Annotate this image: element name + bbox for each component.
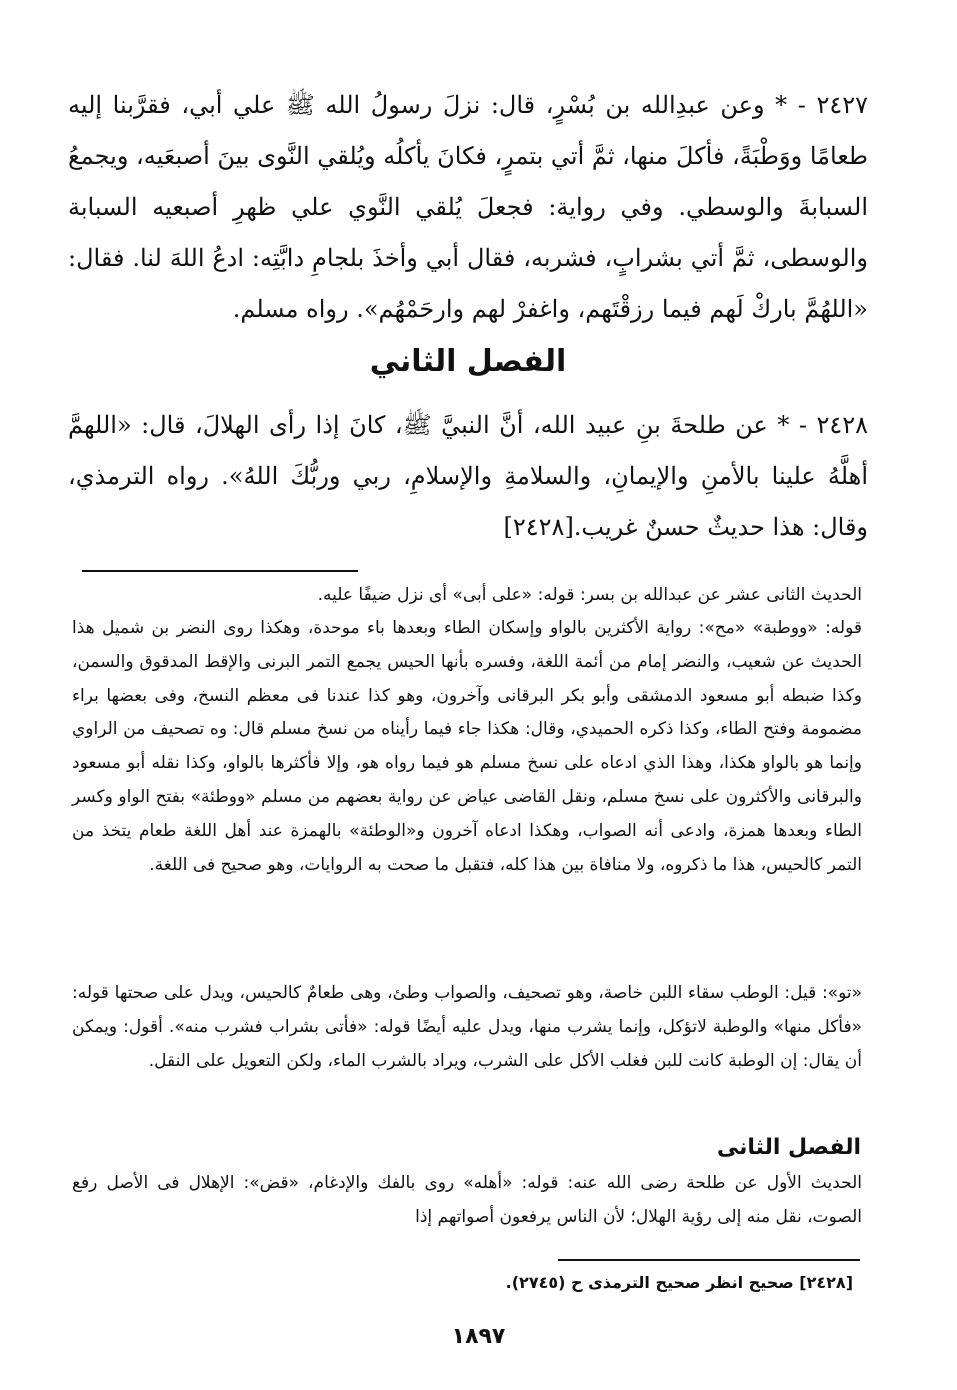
commentary-paragraph-3: «تو»: قيل: الوطب سقاء اللبن خاصة، وهو تصحيف، والصواب وطئ، وهى طعامٌ كالحيس، ويدل على صحتها قوله: «فأكل منها» والوطبة لاتؤكل، وإنما يشرب منها، ويدل عليه أيضًا قوله: «فأتى بشراب فشرب منه». أقول: ويمكن أن يقال: إن الوطبة كانت للبن فغلب الأكل على الشرب، ويراد بالشرب الماء، ولكن التعويل على النقل. bbox=[72, 983, 862, 1071]
commentary-paragraph-1: الحديث الثانى عشر عن عبدالله بن بسر: قوله: «على أبى» أى نزل ضيفًا عليه. bbox=[317, 585, 862, 605]
commentary-divider bbox=[82, 570, 358, 572]
commentary-section-title: الفصل الثانى bbox=[716, 1135, 861, 1160]
footnote-divider bbox=[558, 1259, 860, 1261]
hadith-2427-text: ٢٤٢٧ - * وعن عبدِالله بن بُسْرٍ، قال: نزلَ رسولُ الله ﷺ علي أبي، فقرَّبنا إليه طعامًا ووَطْبَةً، فأكلَ منها، ثمَّ أتي بتمرٍ، فكانَ يأكلُه ويُلقي النَّوى بينَ أصبعَيه، ويجمعُ السبابةَ والوسطي. وفي رواية: فجعلَ يُلقي النَّوي علي ظهرِ أصبعيه السبابة والوسطى، ثمَّ أتي بشرابٍ، فشربه، فقال أبي وأخذَ بلجامِ دابَّتِه: ادعُ اللهَ لنا. فقال: «اللهُمَّ باركْ لَهم فيما رزقْتَهم، واغفرْ لهم وارحَمْهُم». رواه مسلم. bbox=[68, 91, 868, 323]
commentary-paragraph-2: قوله: «ووطبة» «مح»: رواية الأكثرين بالواو وإسكان الطاء وبعدها باء موحدة، وهكذا روى النضر بن شميل هذا الحديث عن شعيب، والنضر إمام من أئمة اللغة، وفسره بأنها الحيس يجمع التمر البرنى والإقط المدقوق والسمن، وكذا ضبطه أبو مسعود الدمشقى وأبو بكر البرقانى وآخرون، وهو كذا عندنا فى معظم النسخ، وفى بعضها براء مضمومة وفتح الطاء، وكذا ذكره الحميدي، وقال: هكذا جاء فيما رأيناه من نسخ مسلم قال: وه تصحيف من الراوي وإنما هو بالواو هكذا، وهذا الذي ادعاه على نسخ مسلم هو فيما رواه هو، وإلا فأكثرها بالواو، وكذا نقله أبو مسعود والبرقانى والأكثرون على نسخ مسلم، ونقل القاضى عياض عن رواية بعضهم من مسلم «ووطئة» بفتح الواو وكسر الطاء وبعدها همزة، وادعى أنه الصواب، وهكذا ادعاه آخرون و«الوطئة» بالهمزة عند أهل اللغة طعام يتخذ من التمر كالحيس، هذا ما ذكروه، ولا منافاة بين هذا كله، فتقبل ما صحت به الروايات، وهو صحيح فى اللغة. bbox=[72, 618, 862, 875]
commentary-paragraph-4: الحديث الأول عن طلحة رضى الله عنه: قوله: «أهله» روى بالفك والإدغام، «قض»: الإهلال فى الأصل رفع الصوت، نقل منه إلى رؤية الهلال؛ لأن الناس يرفعون أصواتهم إذا bbox=[72, 1173, 862, 1227]
footnote: [٢٤٢٨] صحيح انظر صحيح الترمذى ح (٢٧٤٥). bbox=[505, 1273, 853, 1292]
hadith-2428-text: ٢٤٢٨ - * عن طلحةَ بنِ عبيد الله، أنَّ النبيَّ ﷺ، كانَ إذا رأى الهلالَ، قال: «اللهمَّ أهلَّهُ علينا بالأمنِ والإيمانِ، والسلامةِ والإسلامِ، ربي وربُّكَ اللهُ». رواه الترمذي، وقال: هذا حديثٌ حسنٌ غريب.[٢٤٢٨] bbox=[68, 411, 868, 541]
section-title: الفصل الثاني bbox=[369, 344, 567, 379]
page-number: ١٨٩٧ bbox=[451, 1324, 506, 1349]
